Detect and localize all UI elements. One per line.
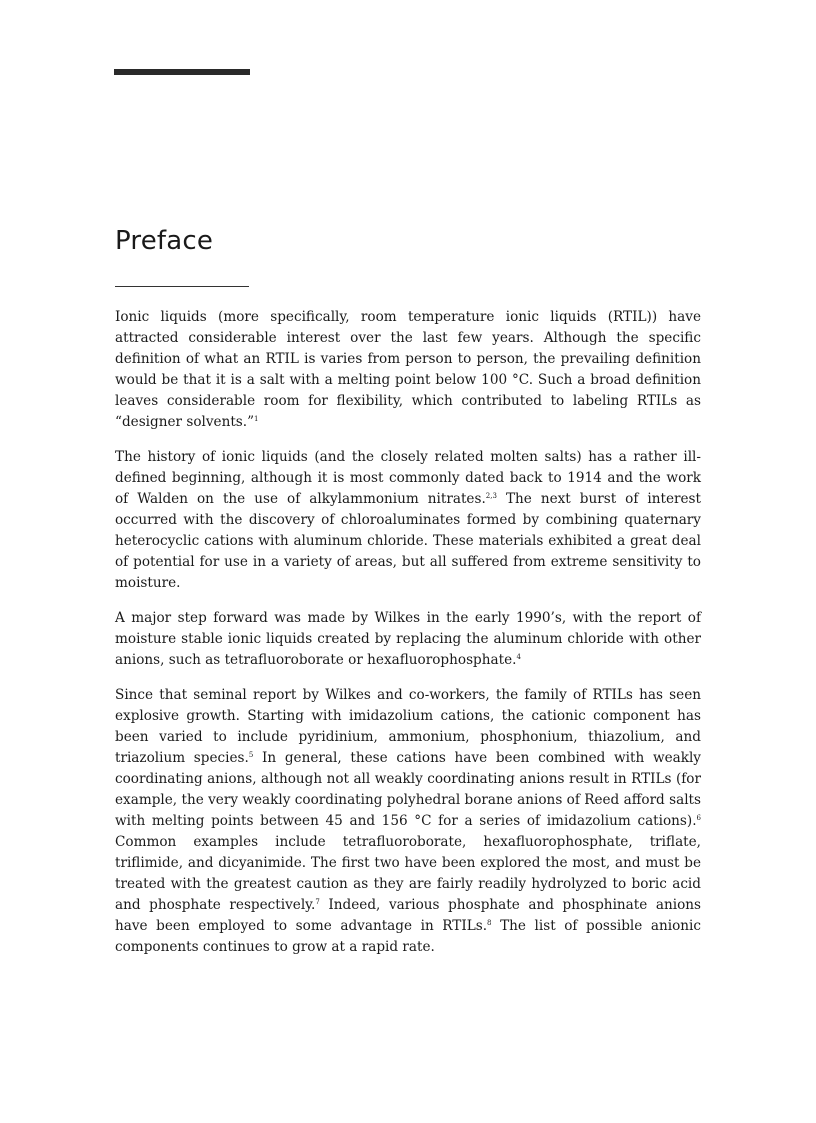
paragraph <box>115 307 701 433</box>
paragraph-text: In general, these cations have been combined with weakly coordinating anions, although not all weakly coordinating anions result in RTILs (for example, the very weakly coordinating polyhedral borane anions of Reed afford salts with melting points between 45 and 156 °C for a series of imidazolium cations). <box>115 750 701 829</box>
citation-marker: 6 <box>696 814 701 822</box>
citation-marker: 7 <box>315 898 320 906</box>
citation-marker: 5 <box>248 751 254 759</box>
citation-marker: 4 <box>516 653 521 661</box>
page-title: Preface <box>115 226 214 256</box>
paragraph-text: Since that seminal report by Wilkes and co-workers, the family of RTILs has seen explosive growth. Starting with imidazolium cations, the cationic component has been varied to include pyridinium, ammonium, phosphonium, thiazolium, and triazolium species. <box>115 687 701 766</box>
title-underline <box>115 286 249 287</box>
paragraph <box>115 447 701 594</box>
citation-marker: 2,3 <box>485 492 497 500</box>
paragraph <box>115 685 701 958</box>
paragraph-text: Indeed, various phosphate and phosphinate anions have been employed to some advantage in RTILs. <box>115 897 701 934</box>
citation-marker: 1 <box>254 415 259 423</box>
citation-marker: 8 <box>487 919 492 927</box>
body-text <box>115 307 701 972</box>
paragraph-text: Ionic liquids (more specifically, room temperature ionic liquids (RTIL)) have attracted considerable interest over the last few years. Although the specific definition of what an RTIL is varies from person to person, the prevailing definition would be that it is a salt with a melting point below 100 °C. Such a broad definition leaves considerable room for flexibility, which contributed to labeling RTILs as “designer solvents.” <box>115 309 701 430</box>
paragraph-text: The history of ionic liquids (and the closely related molten salts) has a rather ill-defined beginning, although it is most commonly dated back to 1914 and the work of Walden on the use of alkylammonium nitrates. <box>115 449 701 507</box>
paragraph-text: A major step forward was made by Wilkes in the early 1990’s, with the report of moisture stable ionic liquids created by replacing the aluminum chloride with other anions, such as tetrafluoroborate or hexafluorophosphate. <box>115 610 701 668</box>
header-rule <box>114 69 250 75</box>
paragraph <box>115 608 701 671</box>
paragraph-text: The list of possible anionic components continues to grow at a rapid rate. <box>115 918 701 955</box>
paragraph-text: Common examples include tetrafluoroborate, hexafluorophosphate, triflate, triflimide, and dicyanimide. The first two have been explored the most, and must be treated with the greatest caution as they are fairly readily hydrolyzed to boric acid and phosphate respectively. <box>115 834 701 913</box>
paragraph-text: The next burst of interest occurred with the discovery of chloroaluminates formed by combining quaternary heterocyclic cations with aluminum chloride. These materials exhibited a great deal of potential for use in a variety of areas, but all suffered from extreme sensitivity to moisture. <box>115 491 702 591</box>
